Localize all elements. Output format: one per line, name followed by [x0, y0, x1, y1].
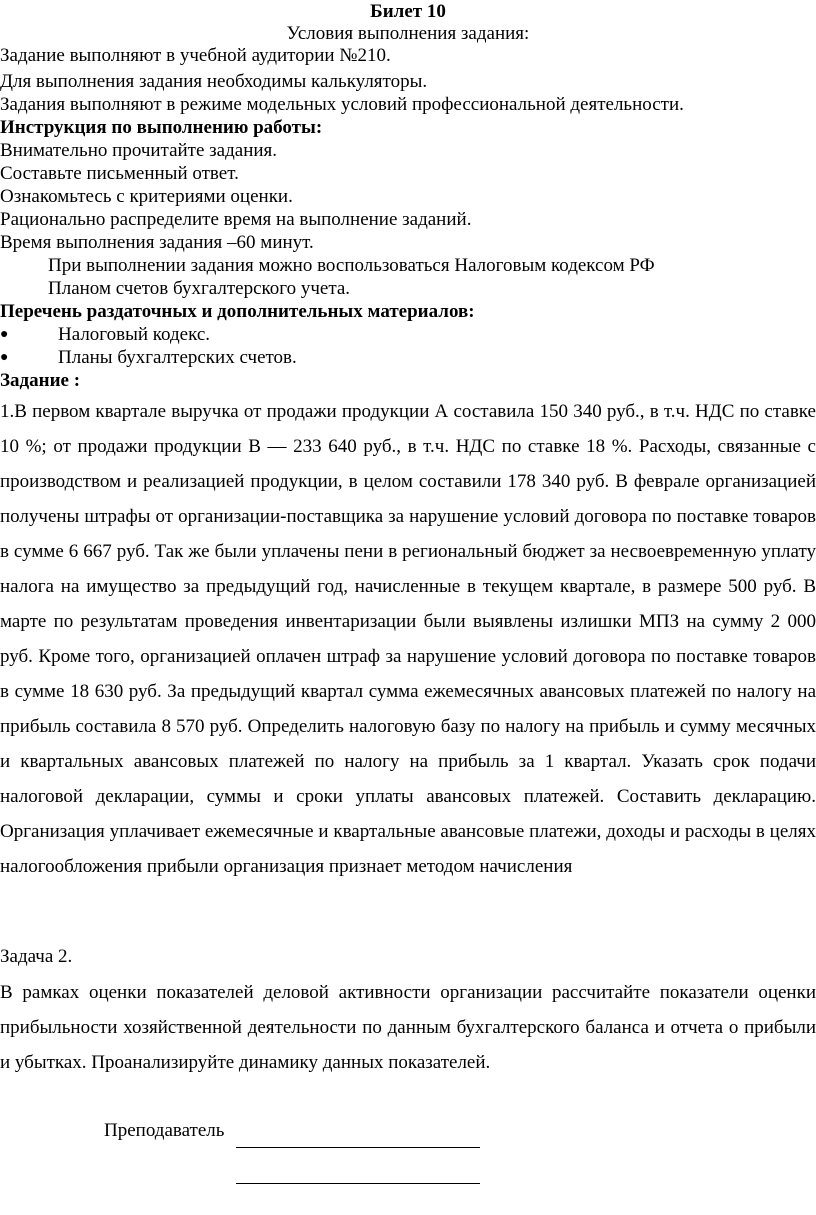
condition-line: Задание выполняют в учебной аудитории №210.: [0, 45, 391, 66]
signature-line: [236, 1183, 480, 1184]
conditions-title: Условия выполнения задания:: [286, 23, 530, 44]
bullet-icon: ●: [0, 350, 9, 365]
bullet-icon: ●: [0, 327, 9, 342]
instructions-heading: Инструкция по выполнению работы:: [0, 117, 323, 138]
signature-line: [236, 1147, 480, 1148]
instruction-item: Составьте письменный ответ.: [0, 163, 239, 184]
condition-line: Задания выполняют в режиме модельных условий профессиональной деятельности.: [0, 94, 684, 115]
instruction-item: Рационально распределите время на выполнение заданий.: [0, 209, 472, 230]
task-2-body: [0, 975, 816, 1080]
material-label: Планы бухгалтерских счетов.: [58, 347, 297, 368]
instruction-item: Ознакомьтесь с критериями оценки.: [0, 186, 293, 207]
material-label: Налоговый кодекс.: [58, 324, 211, 345]
materials-heading: Перечень раздаточных и дополнительных материалов:: [0, 301, 475, 322]
task-2-title: Задача 2.: [0, 946, 73, 967]
signature-label: Преподаватель: [104, 1120, 225, 1141]
instruction-note: Планом счетов бухгалтерского учета.: [48, 278, 351, 299]
instruction-item: Внимательно прочитайте задания.: [0, 140, 278, 161]
ticket-title: Билет 10: [370, 1, 446, 22]
instruction-note: При выполнении задания можно воспользоваться Налоговым кодексом РФ: [48, 255, 655, 276]
task-1-body: [0, 394, 816, 884]
condition-line: Для выполнения задания необходимы калькуляторы.: [0, 71, 428, 92]
task-heading: Задание :: [0, 370, 81, 391]
instruction-item: Время выполнения задания –60 минут.: [0, 232, 314, 253]
task-1-text: 1.В первом квартале выручка от продажи продукции А составила 150 340 руб., в т.ч. НДС по ставке 10 %; от продажи продукции В — 233 640 руб., в т.ч. НДС по ставке 18 %. Расходы, связанные с производством и реализацией продукции, в целом составили 178 340 руб. В феврале организацией получены штрафы от организации-поставщика за нарушение условий договора по поставке товаров в сумме 6 667 руб. Так же были уплачены пени в региональный бюджет за несвоевременную уплату налога на имущество за предыдущий год, начисленные в текущем квартале, в размере 500 руб. В марте по результатам проведения инвентаризации были выявлены излишки МПЗ на сумму 2 000 руб. Кроме того, организацией оплачен штраф за нарушение условий договора по поставке товаров в сумме 18 630 руб. За предыдущий квартал сумма ежемесячных авансовых платежей по налогу на прибыль составила 8 570 руб. Определить налоговую базу по налогу на прибыль и сумму месячных и квартальных авансовых платежей по налогу на прибыль за 1 квартал. Указать срок подачи налоговой декларации, суммы и сроки уплаты авансовых платежей. Составить декларацию. Организация уплачивает ежемесячные и квартальные авансовые платежи, доходы и расходы в целях налогообложения прибыли организация признает методом начисления: [0, 401, 816, 877]
task-2-text: В рамках оценки показателей деловой активности организации рассчитайте показатели оценки прибыльности хозяйственной деятельности по данным бухгалтерского баланса и отчета о прибыли и убытках. Проанализируйте динамику данных показателей.: [0, 982, 816, 1073]
